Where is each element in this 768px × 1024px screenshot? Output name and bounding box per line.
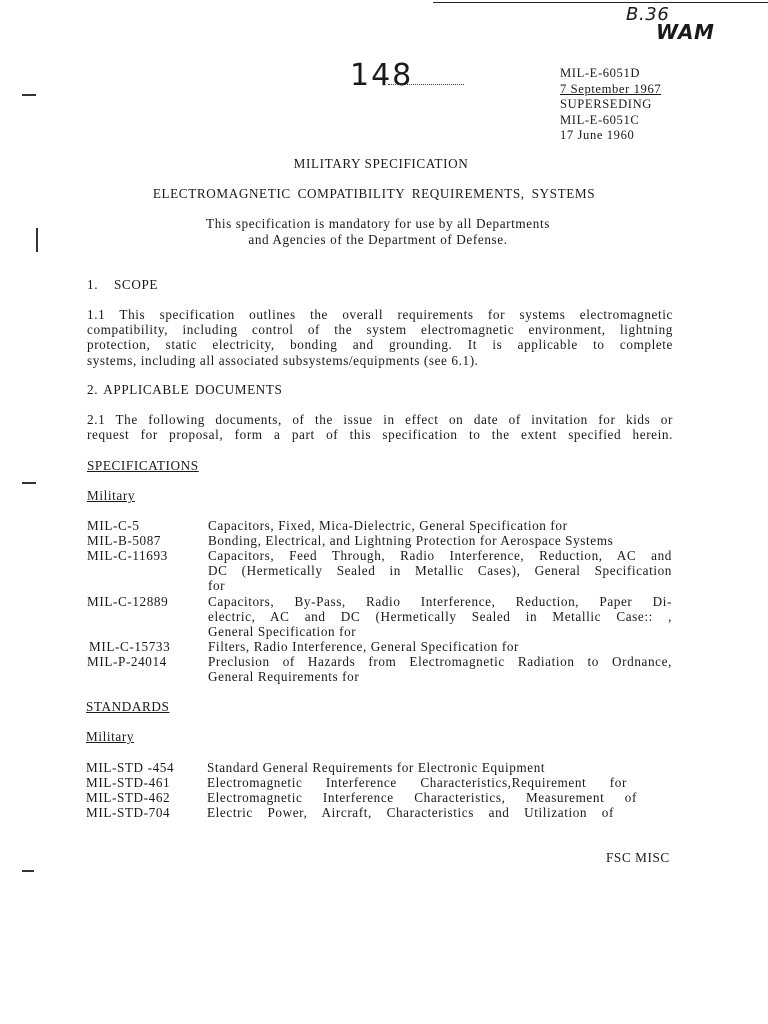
spec-title xyxy=(208,654,672,684)
spec-title xyxy=(208,518,672,533)
spec-designation: MIL-E-6051D xyxy=(560,66,641,80)
spec-row xyxy=(87,548,687,594)
section-1-heading: SCOPE xyxy=(114,277,159,292)
spec-row xyxy=(87,654,687,685)
mandatory-line-1: This specification is mandatory for use by all Departments xyxy=(206,216,550,231)
standards-military-subheading: Military xyxy=(86,729,135,744)
standard-id: MIL-STD-462 xyxy=(86,790,171,805)
standard-title xyxy=(207,805,614,820)
spec-title-line: electric, AC and DC (Hermetically Sealed in Metallic Case:: , xyxy=(208,609,672,625)
margin-mark xyxy=(22,94,36,96)
specifications-military-subheading: Military xyxy=(87,488,136,503)
spec-id: MIL-C-5 xyxy=(87,518,140,533)
spec-row xyxy=(87,594,687,640)
spec-type-title: MILITARY SPECIFICATION xyxy=(293,156,469,171)
standard-title xyxy=(207,775,627,790)
standard-row xyxy=(86,790,686,806)
spec-id: MIL-B-5087 xyxy=(87,533,162,548)
fsc-code: FSC MISC xyxy=(606,850,670,865)
specifications-heading: SPECIFICATIONS xyxy=(87,458,199,473)
standard-title-line: Electromagnetic Interference Characteristics,Requirement for xyxy=(207,775,627,790)
spec-id: MIL-C-12889 xyxy=(87,594,169,609)
standard-title xyxy=(207,790,637,805)
spec-title-line: Preclusion of Hazards from Electromagnetic Radiation to Ordnance, xyxy=(208,654,672,669)
spec-date: 7 September 1967 xyxy=(560,81,662,96)
paragraph-1-1 xyxy=(87,307,673,368)
handwritten-page-code: B.36 xyxy=(626,4,670,25)
margin-mark xyxy=(22,870,34,872)
spec-subject-title: ELECTROMAGNETIC COMPATIBILITY REQUIREMENTS, SYSTEMS xyxy=(152,186,596,201)
standard-row xyxy=(86,760,686,776)
spec-title xyxy=(208,639,672,654)
superseded-designation: MIL-E-6051C xyxy=(560,112,640,127)
spec-id: MIL-C-11693 xyxy=(87,548,168,563)
spec-title xyxy=(208,548,672,594)
paragraph-line: request for proposal, form a part of this specification to the extent specified herein. xyxy=(87,427,673,443)
spec-title-line: General Specification for xyxy=(208,624,357,640)
handwritten-initials: WAM xyxy=(656,20,715,44)
standard-id: MIL-STD-461 xyxy=(86,775,171,790)
paragraph-line: systems, including all associated subsystems/equipments (see 6.1). xyxy=(87,352,479,368)
paragraph-2-1 xyxy=(87,412,673,442)
standards-heading: STANDARDS xyxy=(86,699,170,714)
spec-id: MIL-C-15733 xyxy=(89,639,171,654)
paragraph-line: 2.1 The following documents, of the issue in effect on date of invitation for kids or xyxy=(87,412,673,427)
superseding-label: SUPERSEDING xyxy=(560,97,652,111)
superseded-date: 17 June 1960 xyxy=(560,128,635,142)
spec-header-block xyxy=(560,66,661,144)
spec-title-line: Bonding, Electrical, and Lightning Protection for Aerospace Systems xyxy=(208,533,614,548)
standard-row xyxy=(86,805,686,821)
spec-title-line: DC (Hermetically Sealed in Metallic Cases), General Specification xyxy=(208,563,672,579)
spec-row xyxy=(87,533,687,549)
spec-title xyxy=(208,533,672,548)
paragraph-line: 1.1 This specification outlines the overall requirements for systems electromagnetic xyxy=(87,307,673,322)
margin-mark xyxy=(22,482,36,484)
section-1-number: 1. xyxy=(87,277,99,292)
standard-title xyxy=(207,760,671,775)
spec-title-line: Capacitors, Fixed, Mica-Dielectric, General Specification for xyxy=(208,518,568,533)
standard-title-line: Standard General Requirements for Electronic Equipment xyxy=(207,760,546,775)
mandatory-line-2: and Agencies of the Department of Defense. xyxy=(248,232,508,247)
standard-title-line: Electric Power, Aircraft, Characteristics and Utilization of xyxy=(207,805,614,820)
spec-title xyxy=(208,594,672,640)
standard-id: MIL-STD -454 xyxy=(86,760,175,775)
paragraph-line: compatibility, including control of the system electromagnetic environment, lightning xyxy=(87,322,673,338)
handwritten-number: 148 xyxy=(350,58,414,93)
paragraph-line: protection, static electricity, bonding and grounding. It is applicable to complete xyxy=(87,337,673,353)
spec-row xyxy=(87,639,687,655)
spec-title-line: General Requirements for xyxy=(208,669,360,685)
top-rule xyxy=(433,2,768,3)
spec-title-line: Capacitors, Feed Through, Radio Interference, Reduction, AC and xyxy=(208,548,672,563)
spec-title-line: Capacitors, By-Pass, Radio Interference, Reduction, Paper Di- xyxy=(208,594,672,609)
standard-row xyxy=(86,775,686,791)
spec-id: MIL-P-24014 xyxy=(87,654,167,669)
standard-id: MIL-STD-704 xyxy=(86,805,171,820)
spec-title-line: for xyxy=(208,578,226,594)
spec-title-line: Filters, Radio Interference, General Specification for xyxy=(208,639,520,654)
dotted-line xyxy=(388,84,464,85)
standard-title-line: Electromagnetic Interference Characteristics, Measurement of xyxy=(207,790,637,805)
section-2-heading: 2. APPLICABLE DOCUMENTS xyxy=(87,382,283,397)
spec-row xyxy=(87,518,687,534)
